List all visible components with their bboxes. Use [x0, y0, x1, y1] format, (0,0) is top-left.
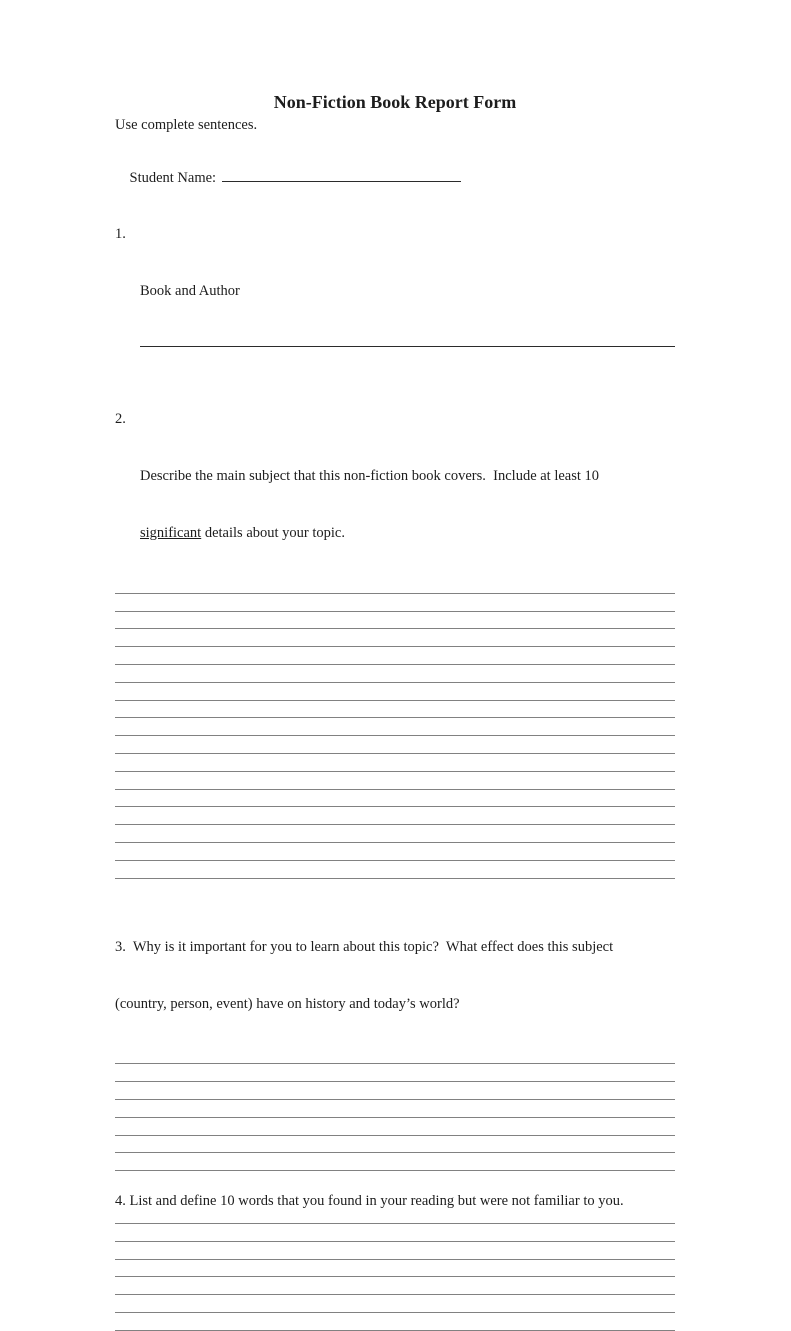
student-name-row [115, 150, 675, 207]
question-4: 4. List and define 10 words that you found in your reading but were not familiar to you. [115, 1193, 624, 1210]
question-3-answer-lines [115, 1047, 675, 1172]
answer-line [115, 754, 675, 772]
question-2 [115, 410, 675, 581]
answer-line [115, 1224, 675, 1242]
answer-line [115, 1136, 675, 1154]
answer-line [115, 1295, 675, 1313]
answer-line [115, 1082, 675, 1100]
question-2-text-line2 [140, 524, 675, 543]
question-2-number: 2. [115, 411, 126, 427]
answer-line [115, 1153, 675, 1171]
question-3-text-line1: 3. Why is it important for you to learn about this topic? What effect does this subject [115, 938, 614, 955]
form-title: Non-Fiction Book Report Form [273, 92, 517, 112]
question-2-underlined-word: significant [140, 525, 202, 541]
student-name-blank-line [222, 169, 461, 182]
answer-line [115, 861, 675, 879]
question-2-text-line2-rest: details about your topic. [201, 525, 345, 541]
instruction-text: Use complete sentences. [115, 117, 258, 133]
question-2-text-line1: Describe the main subject that this non-fiction book covers. Include at least 10 [140, 468, 600, 484]
answer-line [115, 1277, 675, 1295]
question-4-answer-lines [115, 1206, 675, 1331]
answer-line [115, 1047, 675, 1065]
answer-line [115, 665, 675, 683]
question-3 [115, 900, 675, 1052]
answer-line [115, 1313, 675, 1331]
question-1-text: Book and Author [140, 283, 240, 299]
answer-line [115, 647, 675, 665]
answer-line [115, 807, 675, 825]
question-1 [115, 225, 675, 385]
answer-line [115, 683, 675, 701]
question-1-answer-line [140, 339, 675, 347]
answer-line [115, 790, 675, 808]
answer-line [115, 1260, 675, 1278]
answer-line [115, 701, 675, 719]
answer-line [115, 1118, 675, 1136]
question-2-answer-lines [115, 576, 675, 879]
answer-line [115, 1100, 675, 1118]
student-name-label: Student Name: [129, 170, 217, 186]
question-1-number: 1. [115, 226, 126, 242]
answer-line [115, 1242, 675, 1260]
answer-line [115, 772, 675, 790]
answer-line [115, 736, 675, 754]
answer-line [115, 843, 675, 861]
answer-line [115, 718, 675, 736]
answer-line [115, 1064, 675, 1082]
question-3-text-line2: (country, person, event) have on history and today’s world? [115, 995, 460, 1012]
answer-line [115, 825, 675, 843]
answer-line [115, 629, 675, 647]
answer-line [115, 594, 675, 612]
answer-line [115, 612, 675, 630]
